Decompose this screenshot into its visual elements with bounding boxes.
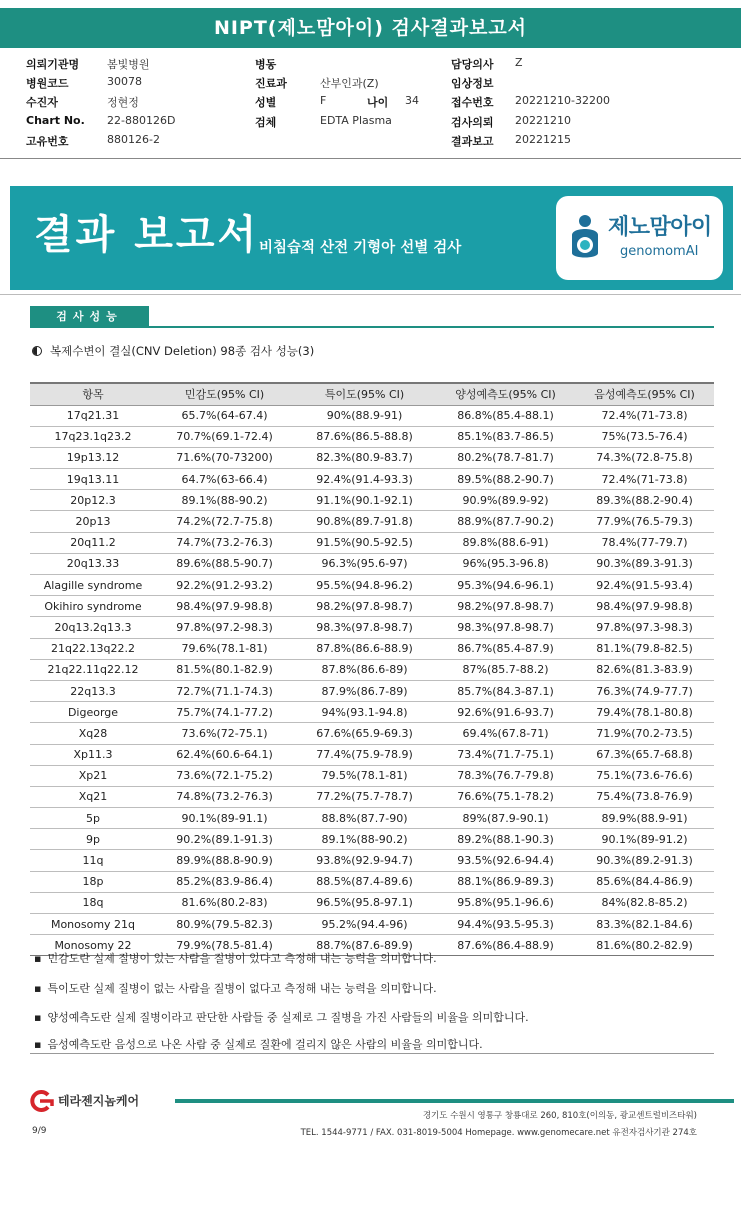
label-ward: 병동 xyxy=(255,58,277,71)
cell-sensitivity: 64.7%(63-66.4) xyxy=(156,469,293,490)
logo-english: genomomAI xyxy=(620,244,699,259)
cell-item: Xq28 xyxy=(30,723,156,744)
cell-item: 19q13.11 xyxy=(30,469,156,490)
cell-npv: 75.1%(73.6-76.6) xyxy=(575,765,714,786)
logo-korean: 제노맘아이 xyxy=(608,215,712,240)
cell-ppv: 98.3%(97.8-98.7) xyxy=(436,617,575,638)
table-row xyxy=(30,469,714,490)
cell-ppv: 89%(87.9-90.1) xyxy=(436,808,575,829)
cell-ppv: 89.2%(88.1-90.3) xyxy=(436,829,575,850)
table-row xyxy=(30,765,714,786)
cell-sensitivity: 74.7%(73.2-76.3) xyxy=(156,532,293,553)
footer-company: 테라젠지놈케어 xyxy=(58,1094,140,1108)
cell-specificity: 93.8%(92.9-94.7) xyxy=(293,850,436,871)
cell-item: 21q22.11q22.12 xyxy=(30,659,156,680)
cell-specificity: 91.5%(90.5-92.5) xyxy=(293,532,436,553)
value-chart-no: 22-880126D xyxy=(107,114,176,127)
cell-item: 17q23.1q23.2 xyxy=(30,426,156,447)
cell-npv: 90.3%(89.3-91.3) xyxy=(575,553,714,574)
label-patient: 수진자 xyxy=(26,96,58,109)
cell-npv: 77.9%(76.5-79.3) xyxy=(575,511,714,532)
cell-specificity: 77.4%(75.9-78.9) xyxy=(293,744,436,765)
cell-specificity: 67.6%(65.9-69.3) xyxy=(293,723,436,744)
cell-specificity: 88.8%(87.7-90) xyxy=(293,808,436,829)
value-unique-no: 880126-2 xyxy=(107,133,160,146)
cell-sensitivity: 73.6%(72.1-75.2) xyxy=(156,765,293,786)
cell-item: 9p xyxy=(30,829,156,850)
cell-item: Alagille syndrome xyxy=(30,575,156,596)
table-row xyxy=(30,617,714,638)
cell-sensitivity: 73.6%(72-75.1) xyxy=(156,723,293,744)
banner-title: 결과 보고서 xyxy=(34,212,260,258)
cell-item: Xp11.3 xyxy=(30,744,156,765)
note-ppv: ▪ 양성예측도란 실제 질병이라고 판단한 사람들 중 실제로 그 질병을 가진 사람들의 비율을 의미합니다. xyxy=(34,1009,529,1025)
info-divider xyxy=(0,158,741,159)
cell-specificity: 87.8%(86.6-88.9) xyxy=(293,638,436,659)
table-row xyxy=(30,490,714,511)
section-underline xyxy=(30,326,714,328)
label-doctor: 담당의사 xyxy=(451,58,494,71)
table-row xyxy=(30,914,714,935)
section-tab-performance: 검사성능 xyxy=(30,306,149,327)
cell-ppv: 98.2%(97.8-98.7) xyxy=(436,596,575,617)
cell-sensitivity: 74.2%(72.7-75.8) xyxy=(156,511,293,532)
cell-ppv: 89.8%(88.6-91) xyxy=(436,532,575,553)
table-row xyxy=(30,723,714,744)
cell-specificity: 87.8%(86.6-89) xyxy=(293,659,436,680)
cell-npv: 81.1%(79.8-82.5) xyxy=(575,638,714,659)
cell-specificity: 95.5%(94.8-96.2) xyxy=(293,575,436,596)
performance-table xyxy=(30,382,714,956)
report-title: NIPT(제노맘아이) 검사결과보고서 xyxy=(0,8,741,48)
cell-specificity: 87.9%(86.7-89) xyxy=(293,680,436,701)
label-chart-no: Chart No. xyxy=(26,114,85,127)
table-row xyxy=(30,659,714,680)
cell-ppv: 95.8%(95.1-96.6) xyxy=(436,892,575,913)
cell-ppv: 94.4%(93.5-95.3) xyxy=(436,914,575,935)
cell-npv: 76.3%(74.9-77.7) xyxy=(575,680,714,701)
cell-item: 19p13.12 xyxy=(30,447,156,468)
cell-specificity: 94%(93.1-94.8) xyxy=(293,702,436,723)
label-unique-no: 고유번호 xyxy=(26,135,69,148)
terragen-logo xyxy=(26,1090,140,1115)
cell-specificity: 90%(88.9-91) xyxy=(293,405,436,426)
cell-item: 18p xyxy=(30,871,156,892)
cell-specificity: 92.4%(91.4-93.3) xyxy=(293,469,436,490)
cell-specificity: 98.3%(97.8-98.7) xyxy=(293,617,436,638)
cell-npv: 72.4%(71-73.8) xyxy=(575,469,714,490)
cell-sensitivity: 97.8%(97.2-98.3) xyxy=(156,617,293,638)
cell-ppv: 85.1%(83.7-86.5) xyxy=(436,426,575,447)
cell-specificity: 96.5%(95.8-97.1) xyxy=(293,892,436,913)
table-row xyxy=(30,850,714,871)
value-request-date: 20221210 xyxy=(515,114,571,127)
cell-ppv: 87%(85.7-88.2) xyxy=(436,659,575,680)
cell-item: 20q13.2q13.3 xyxy=(30,617,156,638)
cell-specificity: 91.1%(90.1-92.1) xyxy=(293,490,436,511)
cnv-heading xyxy=(32,343,314,359)
table-row xyxy=(30,744,714,765)
result-banner xyxy=(10,186,733,290)
cell-ppv: 90.9%(89.9-92) xyxy=(436,490,575,511)
cell-sensitivity: 75.7%(74.1-77.2) xyxy=(156,702,293,723)
cell-ppv: 76.6%(75.1-78.2) xyxy=(436,786,575,807)
cell-sensitivity: 74.8%(73.2-76.3) xyxy=(156,786,293,807)
table-row xyxy=(30,892,714,913)
cell-sensitivity: 72.7%(71.1-74.3) xyxy=(156,680,293,701)
footer-contact: TEL. 1544-9771 / FAX. 031-8019-5004 Homepage. www.genomecare.net 유전자검사기관 274호 xyxy=(300,1128,697,1138)
cell-ppv: 86.7%(85.4-87.9) xyxy=(436,638,575,659)
cell-specificity: 96.3%(95.6-97) xyxy=(293,553,436,574)
banner-subtitle: 비침습적 산전 기형아 선별 검사 xyxy=(259,240,462,256)
cell-npv: 90.1%(89-91.2) xyxy=(575,829,714,850)
value-specimen: EDTA Plasma xyxy=(320,114,392,127)
table-header-row xyxy=(30,383,714,405)
cell-npv: 98.4%(97.9-98.8) xyxy=(575,596,714,617)
cell-item: Monosomy 22 xyxy=(30,935,156,956)
cell-item: 17q21.31 xyxy=(30,405,156,426)
value-sex: F xyxy=(320,94,327,107)
cell-npv: 84%(82.8-85.2) xyxy=(575,892,714,913)
cell-npv: 92.4%(91.5-93.4) xyxy=(575,575,714,596)
patient-info xyxy=(0,54,741,154)
label-clinical-info: 임상정보 xyxy=(451,77,494,90)
cell-sensitivity: 62.4%(60.6-64.1) xyxy=(156,744,293,765)
cell-item: Xq21 xyxy=(30,786,156,807)
cell-npv: 97.8%(97.3-98.3) xyxy=(575,617,714,638)
label-department: 진료과 xyxy=(255,77,287,90)
cell-sensitivity: 71.6%(70-73200) xyxy=(156,447,293,468)
cell-npv: 67.3%(65.7-68.8) xyxy=(575,744,714,765)
value-institution: 봄빛병원 xyxy=(107,58,150,71)
value-report-date: 20221215 xyxy=(515,133,571,146)
header-npv: 음성예측도(95% CI) xyxy=(575,383,714,405)
cell-sensitivity: 90.2%(89.1-91.3) xyxy=(156,829,293,850)
cell-ppv: 92.6%(91.6-93.7) xyxy=(436,702,575,723)
cell-ppv: 73.4%(71.7-75.1) xyxy=(436,744,575,765)
table-row xyxy=(30,405,714,426)
cell-specificity: 77.2%(75.7-78.7) xyxy=(293,786,436,807)
page-number: 9/9 xyxy=(32,1126,47,1136)
label-report-date: 결과보고 xyxy=(451,135,494,148)
cell-npv: 90.3%(89.2-91.3) xyxy=(575,850,714,871)
cell-specificity: 89.1%(88-90.2) xyxy=(293,829,436,850)
cell-npv: 89.3%(88.2-90.4) xyxy=(575,490,714,511)
half-circle-icon xyxy=(32,346,42,356)
header-item: 항목 xyxy=(30,383,156,405)
cell-sensitivity: 80.9%(79.5-82.3) xyxy=(156,914,293,935)
value-hospital-code: 30078 xyxy=(107,75,142,88)
cell-sensitivity: 89.9%(88.8-90.9) xyxy=(156,850,293,871)
table-row xyxy=(30,786,714,807)
cell-specificity: 98.2%(97.8-98.7) xyxy=(293,596,436,617)
cell-npv: 89.9%(88.9-91) xyxy=(575,808,714,829)
label-request-date: 검사의뢰 xyxy=(451,116,494,129)
note-sensitivity: ▪ 민감도란 실제 질병이 있는 사람을 질병이 있다고 측정해 내는 능력을 의미합니다. xyxy=(34,950,437,966)
cell-npv: 75.4%(73.8-76.9) xyxy=(575,786,714,807)
value-department: 산부인과(Z) xyxy=(320,77,379,90)
cell-item: 11q xyxy=(30,850,156,871)
cell-specificity: 88.7%(87.6-89.9) xyxy=(293,935,436,956)
label-age: 나이 xyxy=(367,96,389,109)
cell-sensitivity: 79.6%(78.1-81) xyxy=(156,638,293,659)
cell-item: 21q22.13q22.2 xyxy=(30,638,156,659)
cell-item: Monosomy 21q xyxy=(30,914,156,935)
footer-bar xyxy=(175,1099,734,1103)
cell-item: 20q11.2 xyxy=(30,532,156,553)
table-row xyxy=(30,638,714,659)
cell-ppv: 80.2%(78.7-81.7) xyxy=(436,447,575,468)
cell-ppv: 88.1%(86.9-89.3) xyxy=(436,871,575,892)
table-row xyxy=(30,680,714,701)
cell-ppv: 95.3%(94.6-96.1) xyxy=(436,575,575,596)
cell-sensitivity: 92.2%(91.2-93.2) xyxy=(156,575,293,596)
cell-sensitivity: 90.1%(89-91.1) xyxy=(156,808,293,829)
table-body xyxy=(30,405,714,956)
cell-item: 18q xyxy=(30,892,156,913)
cell-npv: 74.3%(72.8-75.8) xyxy=(575,447,714,468)
footer-address: 경기도 수원시 영통구 창룡대로 260, 810호(이의동, 광교센트럴비즈타워) xyxy=(422,1111,697,1121)
label-institution: 의뢰기관명 xyxy=(26,58,80,71)
value-age: 34 xyxy=(405,94,419,107)
cell-npv: 79.4%(78.1-80.8) xyxy=(575,702,714,723)
table-row xyxy=(30,532,714,553)
cell-sensitivity: 70.7%(69.1-72.4) xyxy=(156,426,293,447)
cell-npv: 72.4%(71-73.8) xyxy=(575,405,714,426)
cell-npv: 83.3%(82.1-84.6) xyxy=(575,914,714,935)
cell-specificity: 82.3%(80.9-83.7) xyxy=(293,447,436,468)
cell-item: 5p xyxy=(30,808,156,829)
cell-item: Okihiro syndrome xyxy=(30,596,156,617)
cell-item: 20p13 xyxy=(30,511,156,532)
cell-ppv: 88.9%(87.7-90.2) xyxy=(436,511,575,532)
cell-specificity: 95.2%(94.4-96) xyxy=(293,914,436,935)
table-row xyxy=(30,829,714,850)
cell-sensitivity: 98.4%(97.9-98.8) xyxy=(156,596,293,617)
cell-sensitivity: 85.2%(83.9-86.4) xyxy=(156,871,293,892)
banner-divider xyxy=(0,294,741,295)
table-row xyxy=(30,511,714,532)
cell-npv: 85.6%(84.4-86.9) xyxy=(575,871,714,892)
value-doctor: Z xyxy=(515,56,523,69)
value-receipt-no: 20221210-32200 xyxy=(515,94,610,107)
label-hospital-code: 병원코드 xyxy=(26,77,69,90)
cell-sensitivity: 79.9%(78.5-81.4) xyxy=(156,935,293,956)
label-specimen: 검체 xyxy=(255,116,277,129)
cell-npv: 71.9%(70.2-73.5) xyxy=(575,723,714,744)
cell-sensitivity: 65.7%(64-67.4) xyxy=(156,405,293,426)
cell-sensitivity: 89.6%(88.5-90.7) xyxy=(156,553,293,574)
cell-item: 20p12.3 xyxy=(30,490,156,511)
cell-npv: 75%(73.5-76.4) xyxy=(575,426,714,447)
cell-ppv: 78.3%(76.7-79.8) xyxy=(436,765,575,786)
table-row xyxy=(30,596,714,617)
note-npv: ▪ 음성예측도란 음성으로 나온 사람 중 실제로 질환에 걸리지 않은 사람의 비율을 의미합니다. xyxy=(34,1036,483,1052)
cell-specificity: 88.5%(87.4-89.6) xyxy=(293,871,436,892)
cell-sensitivity: 89.1%(88-90.2) xyxy=(156,490,293,511)
table-row xyxy=(30,447,714,468)
cell-npv: 81.6%(80.2-82.9) xyxy=(575,935,714,956)
table-row xyxy=(30,426,714,447)
cell-ppv: 89.5%(88.2-90.7) xyxy=(436,469,575,490)
notes-bottom-line xyxy=(30,1053,714,1054)
value-patient: 정현정 xyxy=(107,96,139,109)
mother-baby-icon xyxy=(566,213,604,263)
label-sex: 성별 xyxy=(255,96,277,109)
cell-ppv: 87.6%(86.4-88.9) xyxy=(436,935,575,956)
table-row xyxy=(30,871,714,892)
cell-ppv: 85.7%(84.3-87.1) xyxy=(436,680,575,701)
cell-item: Xp21 xyxy=(30,765,156,786)
cell-sensitivity: 81.6%(80.2-83) xyxy=(156,892,293,913)
note-specificity: ▪ 특이도란 실제 질병이 없는 사람을 질병이 없다고 측정해 내는 능력을 의미합니다. xyxy=(34,980,437,996)
cell-ppv: 69.4%(67.8-71) xyxy=(436,723,575,744)
table-row xyxy=(30,575,714,596)
cell-npv: 78.4%(77-79.7) xyxy=(575,532,714,553)
cell-item: 20q13.33 xyxy=(30,553,156,574)
cell-ppv: 86.8%(85.4-88.1) xyxy=(436,405,575,426)
genomom-logo xyxy=(556,196,723,280)
cell-ppv: 96%(95.3-96.8) xyxy=(436,553,575,574)
cell-sensitivity: 81.5%(80.1-82.9) xyxy=(156,659,293,680)
label-receipt-no: 접수번호 xyxy=(451,96,494,109)
header-ppv: 양성예측도(95% CI) xyxy=(436,383,575,405)
cell-specificity: 90.8%(89.7-91.8) xyxy=(293,511,436,532)
cnv-heading-text: 복제수변이 결실(CNV Deletion) 98종 검사 성능(3) xyxy=(50,344,315,358)
table-row xyxy=(30,808,714,829)
cell-ppv: 93.5%(92.6-94.4) xyxy=(436,850,575,871)
header-sensitivity: 민감도(95% CI) xyxy=(156,383,293,405)
cell-npv: 82.6%(81.3-83.9) xyxy=(575,659,714,680)
cell-specificity: 87.6%(86.5-88.8) xyxy=(293,426,436,447)
table-row xyxy=(30,553,714,574)
header-specificity: 특이도(95% CI) xyxy=(293,383,436,405)
cell-item: Digeorge xyxy=(30,702,156,723)
cell-item: 22q13.3 xyxy=(30,680,156,701)
table-row xyxy=(30,702,714,723)
terragen-g-icon xyxy=(26,1090,56,1112)
cell-specificity: 79.5%(78.1-81) xyxy=(293,765,436,786)
